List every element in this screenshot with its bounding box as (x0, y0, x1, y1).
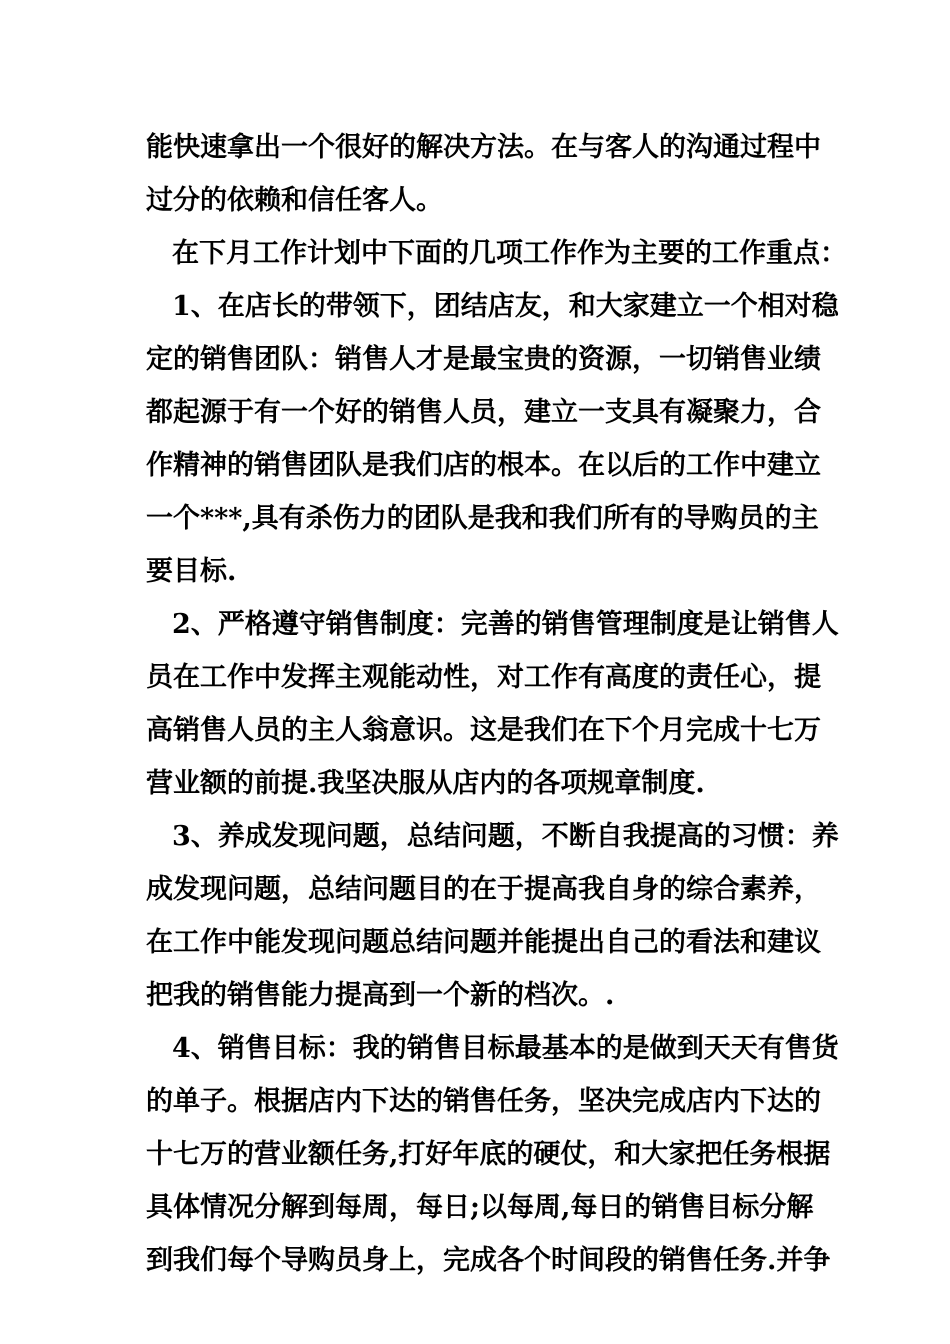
text-line: 过分的依赖和信任客人。 (146, 185, 443, 216)
text-line: 成发现问题，总结问题目的在于提高我自身的综合素养， (146, 874, 821, 905)
text-line: 具体情况分解到每周，每日;以每周,每日的销售目标分解 (146, 1192, 814, 1223)
text-line: 定的销售团队：销售人才是最宝贵的资源，一切销售业绩 (146, 344, 821, 375)
text-line: 的单子。根据店内下达的销售任务，坚决完成店内下达的 (146, 1086, 821, 1117)
text-line: 能快速拿出一个很好的解决方法。在与客人的沟通过程中 (146, 132, 821, 163)
text-line: 作精神的销售团队是我们店的根本。在以后的工作中建立 (146, 450, 821, 481)
text-line: 把我的销售能力提高到一个新的档次。. (146, 980, 615, 1011)
text-line: 高销售人员的主人翁意识。这是我们在下个月完成十七万 (146, 715, 821, 746)
text-line: 4、销售目标：我的销售目标最基本的是做到天天有售货 (172, 1033, 839, 1064)
text-line: 员在工作中发挥主观能动性，对工作有高度的责任心，提 (146, 662, 821, 693)
text-line: 营业额的前提.我坚决服从店内的各项规章制度. (146, 768, 705, 799)
document-body (146, 126, 847, 1292)
text-line: 在工作中能发现问题总结问题并能提出自己的看法和建议 (146, 927, 821, 958)
text-line: 到我们每个导购员身上，完成各个时间段的销售任务.并争 (146, 1245, 831, 1276)
text-line: 2、严格遵守销售制度：完善的销售管理制度是让销售人 (172, 609, 839, 640)
text-line: 一个***,具有杀伤力的团队是我和我们所有的导购员的主 (146, 503, 819, 534)
text-line: 3、养成发现问题，总结问题，不断自我提高的习惯：养 (172, 821, 839, 852)
text-line: 1、在店长的带领下，团结店友，和大家建立一个相对稳 (172, 291, 839, 322)
text-line: 都起源于有一个好的销售人员，建立一支具有凝聚力，合 (146, 397, 821, 428)
text-line: 十七万的营业额任务,打好年底的硬仗，和大家把任务根据 (146, 1139, 831, 1170)
text-line: 要目标. (146, 556, 237, 587)
text-line: 在下月工作计划中下面的几项工作作为主要的工作重点： (172, 238, 847, 269)
